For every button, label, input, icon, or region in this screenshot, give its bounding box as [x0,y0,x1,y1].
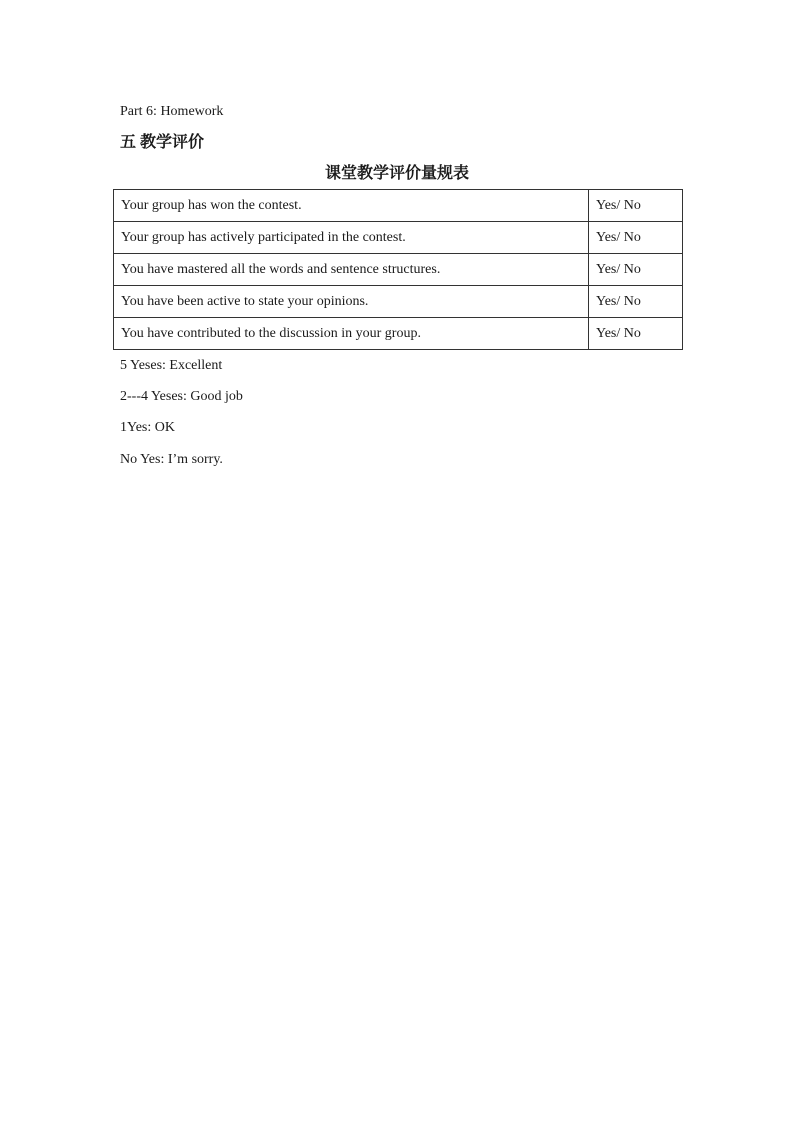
table-row [114,318,683,350]
table-row [114,190,683,222]
rubric-statement: You have contributed to the discussion in your group. [114,318,589,350]
scoring-line-excellent: 5 Yeses: Excellent [120,358,223,373]
scoring-line-good-job: 2---4 Yeses: Good job [120,389,243,404]
table-row [114,254,683,286]
table-row [114,222,683,254]
scoring-line-sorry: No Yes: I’m sorry. [120,452,223,467]
rubric-answer: Yes/ No [589,254,683,286]
part-label: Part 6: Homework [120,104,224,119]
table-title: 课堂教学评价量规表 [324,165,469,182]
rubric-statement: You have mastered all the words and sentence structures. [114,254,589,286]
table-row [114,286,683,318]
rubric-table [113,189,683,350]
rubric-statement: You have been active to state your opinions. [114,286,589,318]
rubric-answer: Yes/ No [589,222,683,254]
rubric-statement: Your group has won the contest. [114,190,589,222]
rubric-statement: Your group has actively participated in the contest. [114,222,589,254]
rubric-answer: Yes/ No [589,318,683,350]
rubric-answer: Yes/ No [589,190,683,222]
section-heading: 五 教学评价 [120,134,205,151]
rubric-answer: Yes/ No [589,286,683,318]
scoring-line-ok: 1Yes: OK [120,420,175,435]
